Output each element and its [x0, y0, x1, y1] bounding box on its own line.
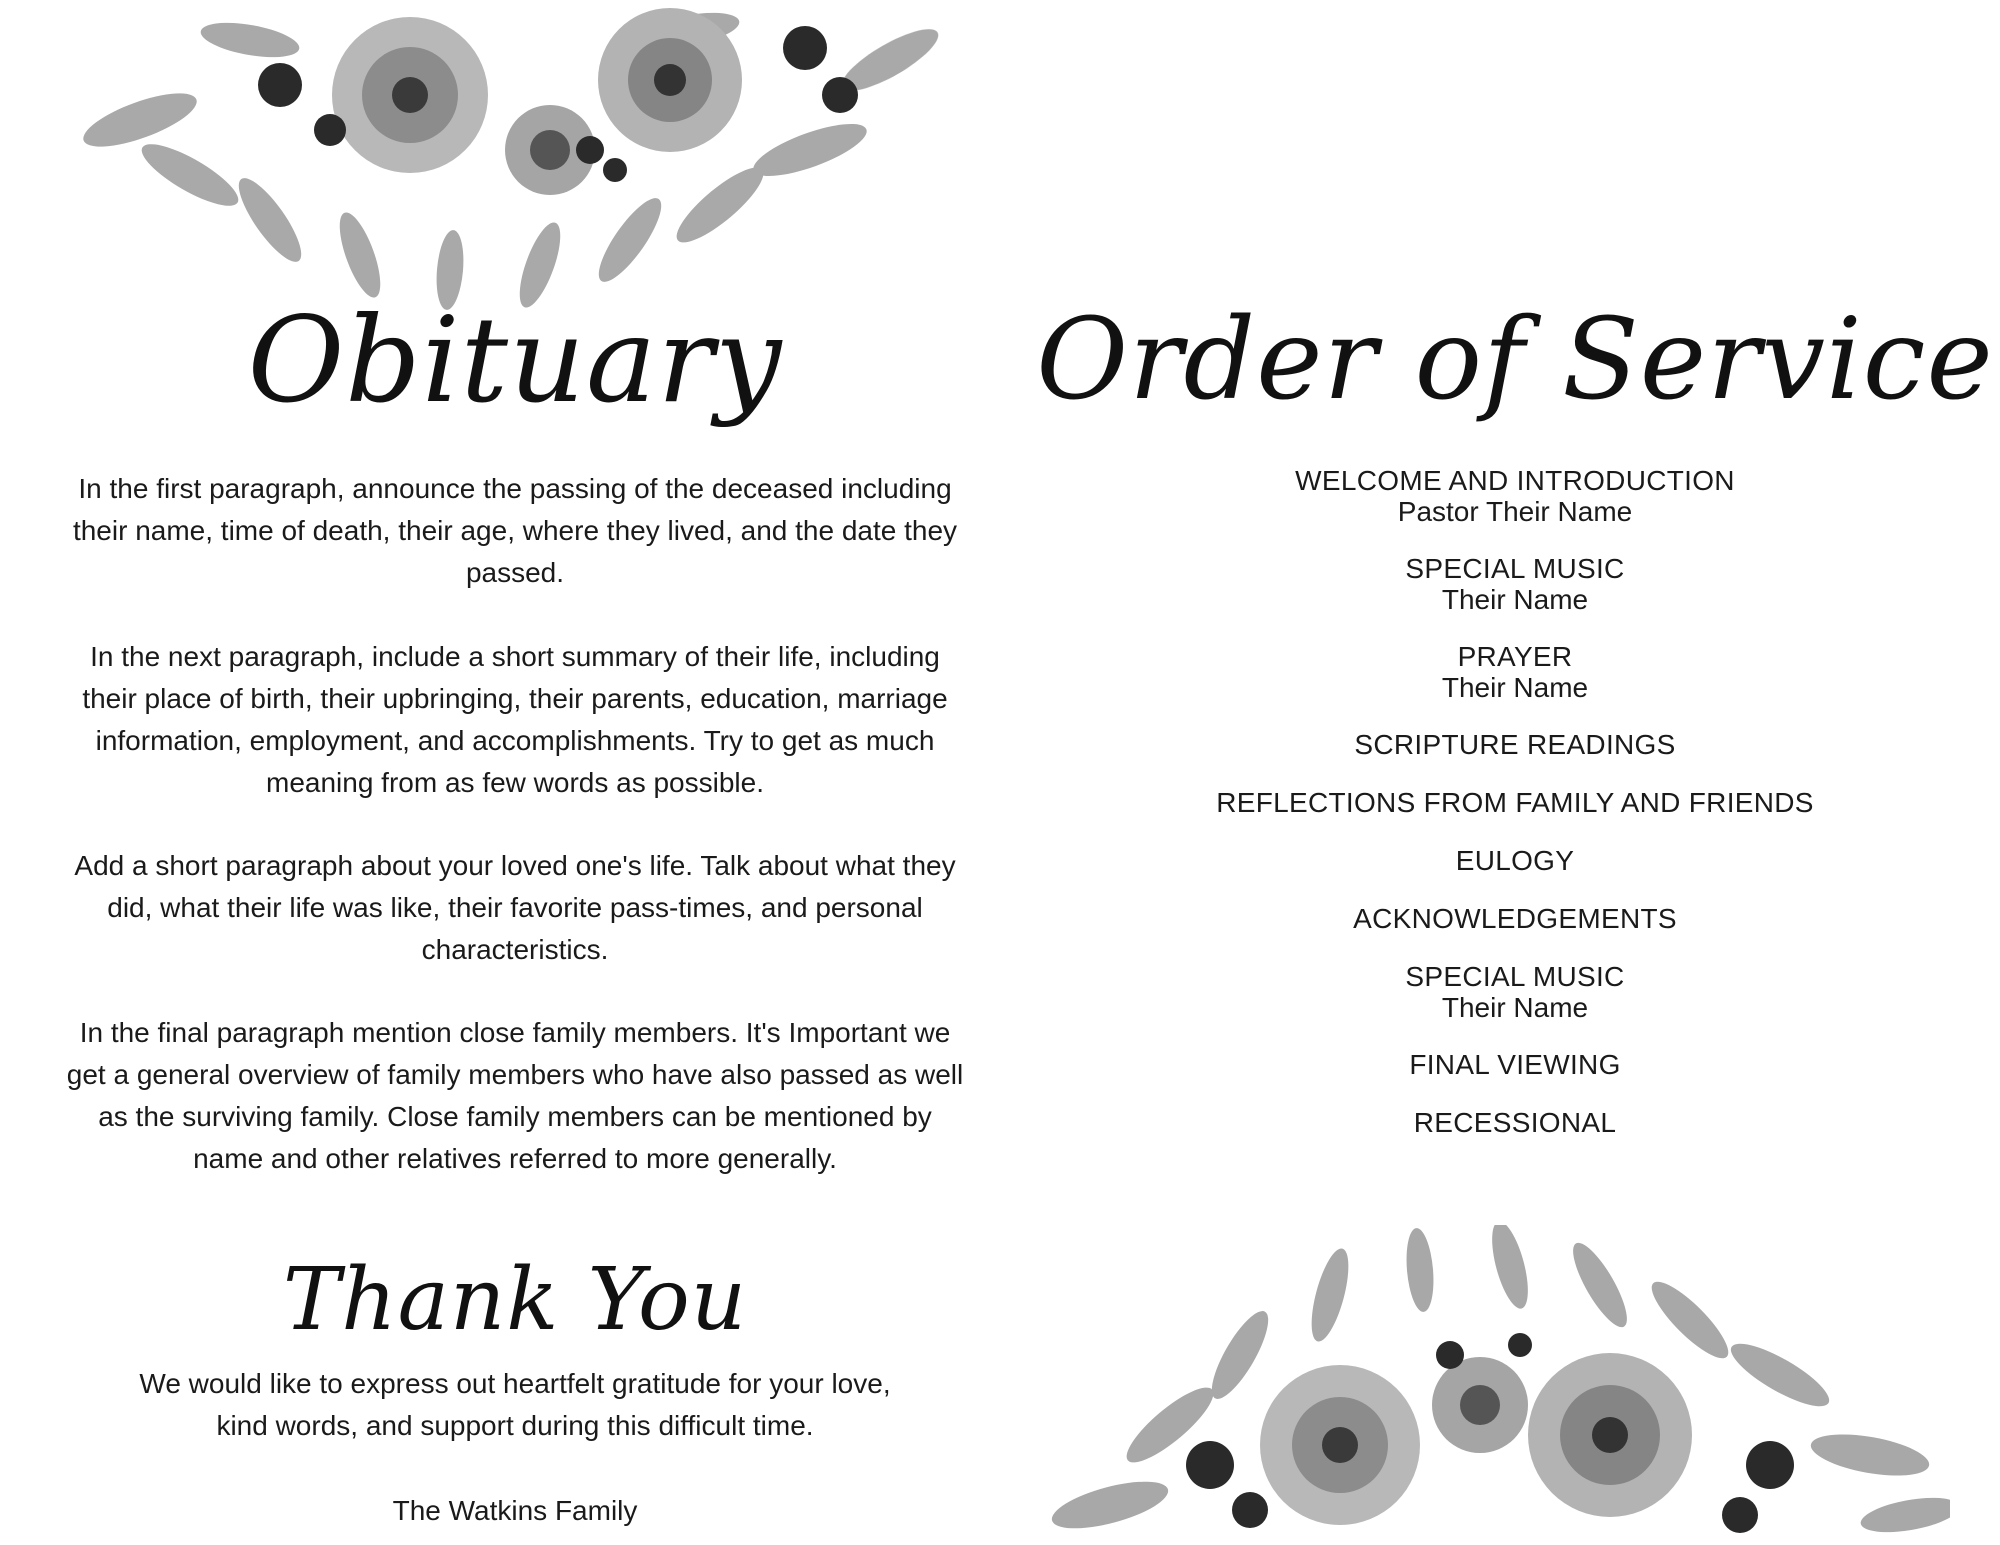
service-item-officiant: Pastor Their Name [1397, 496, 1633, 527]
floral-arrangement-icon [70, 0, 970, 310]
obituary-paragraph: Add a short paragraph about your loved one's life. Talk about what they did, what their life was like, their favorite pass-times, and personal characteristics. [74, 850, 956, 965]
service-item [1030, 903, 2000, 935]
service-item-title: REFLECTIONS FROM FAMILY AND FRIENDS [1216, 787, 1814, 818]
service-item [1030, 787, 2000, 819]
obituary-paragraph: In the next paragraph, include a short summary of their life, including their place of birth, their upbringing, their parents, education, marriage information, employment, and accomplishments. Try to get as much meaning from as few words as possible. [82, 641, 948, 798]
obituary-paragraph: In the first paragraph, announce the passing of the deceased including their name, time of death, their age, where they lived, and the date they passed. [72, 473, 958, 588]
thank-you-message: We would like to express out heartfelt gratitude for your love, kind words, and support during this difficult time. [139, 1368, 891, 1441]
obituary-title: Obituary [247, 291, 783, 429]
service-item [1030, 729, 2000, 761]
service-item-title: PRAYER [1457, 641, 1573, 672]
service-item-title: SPECIAL MUSIC [1405, 553, 1625, 584]
service-item-title: EULOGY [1455, 845, 1575, 876]
service-item-title: WELCOME AND INTRODUCTION [1295, 465, 1735, 496]
service-list [1030, 465, 2000, 1165]
service-item [1030, 553, 2000, 615]
family-signature: The Watkins Family [392, 1495, 638, 1526]
service-item [1030, 845, 2000, 877]
thank-you-title: Thank You [282, 1250, 748, 1350]
service-item-officiant: Their Name [1441, 584, 1589, 615]
service-item [1030, 641, 2000, 703]
floral-arrangement-icon [1050, 1225, 1950, 1545]
service-item-title: RECESSIONAL [1413, 1107, 1617, 1138]
service-item [1030, 1107, 2000, 1139]
service-item-title: FINAL VIEWING [1409, 1049, 1621, 1080]
service-item [1030, 961, 2000, 1023]
floral-bottom-roses [1260, 1353, 1692, 1525]
service-item [1030, 1049, 2000, 1081]
service-item-title: SPECIAL MUSIC [1405, 961, 1625, 992]
service-item-officiant: Their Name [1441, 672, 1589, 703]
service-item-title: SCRIPTURE READINGS [1354, 729, 1676, 760]
floral-top-roses [332, 8, 742, 195]
obituary-paragraph: In the final paragraph mention close family members. It's Important we get a general overview of family members who have also passed as well as the surviving family. Close family members can be mentioned by name and other relatives referred to more generally. [66, 1017, 964, 1174]
service-item-officiant: Their Name [1441, 992, 1589, 1023]
service-item-title: ACKNOWLEDGEMENTS [1353, 903, 1677, 934]
order-of-service-title: Order of Service [1036, 295, 1994, 425]
service-item [1030, 465, 2000, 527]
